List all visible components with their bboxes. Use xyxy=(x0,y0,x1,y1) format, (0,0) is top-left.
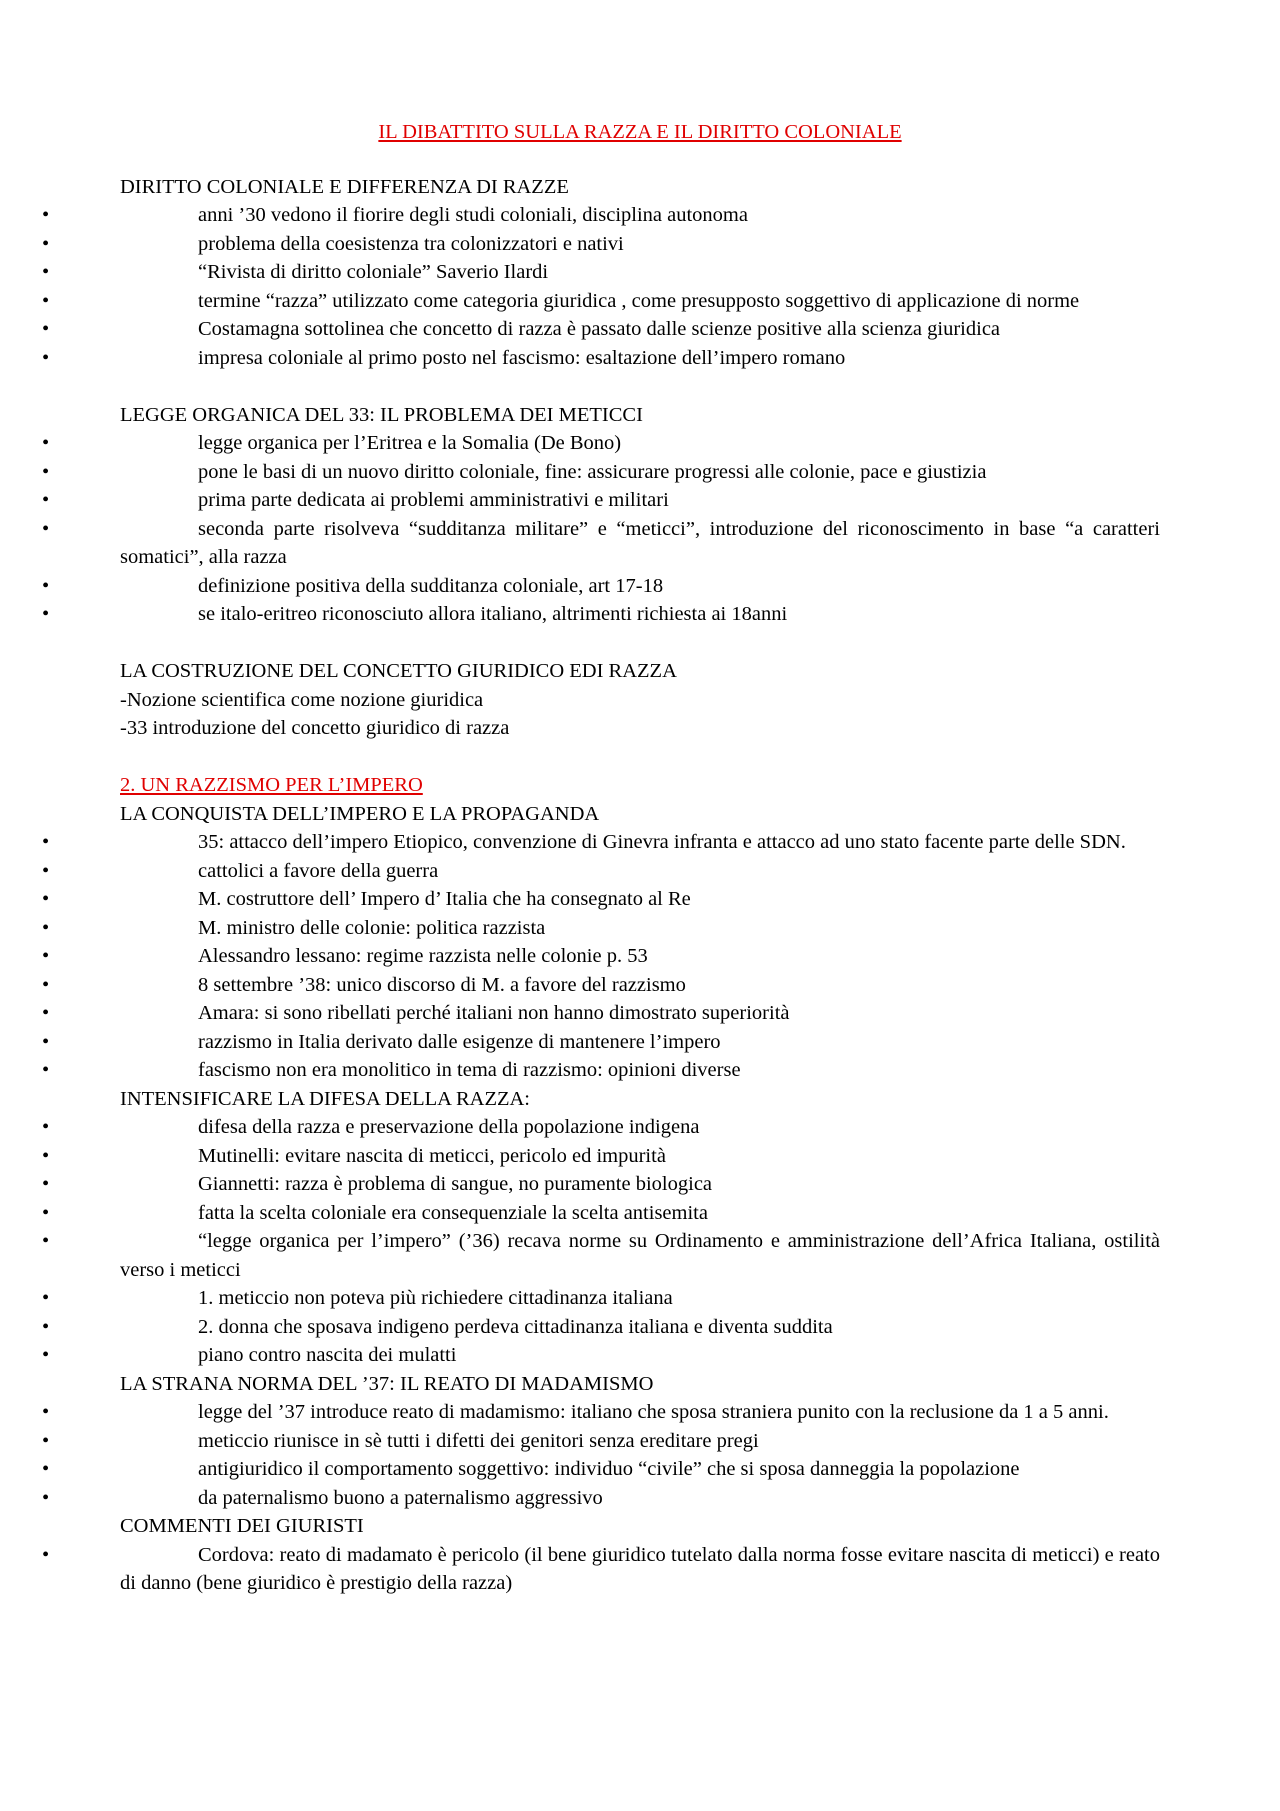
list-item: • problema della coesistenza tra colonizzatori e nativi xyxy=(120,230,1160,259)
list-item: • Alessandro lessano: regime razzista nelle colonie p. 53 xyxy=(120,942,1160,971)
list-item: • 1. meticcio non poteva più richiedere cittadinanza italiana xyxy=(120,1284,1160,1313)
section-heading-commenti-giuristi: COMMENTI DEI GIURISTI xyxy=(120,1515,364,1537)
list-item: • Mutinelli: evitare nascita di meticci, pericolo ed impurità xyxy=(120,1142,1160,1171)
list-item: • prima parte dedicata ai problemi amministrativi e militari xyxy=(120,486,1160,515)
list-item: • fascismo non era monolitico in tema di razzismo: opinioni diverse xyxy=(120,1056,1160,1085)
document-page xyxy=(120,118,1160,1598)
list-item: • 35: attacco dell’impero Etiopico, convenzione di Ginevra infranta e attacco ad uno stato facente parte delle SDN. xyxy=(120,828,1160,857)
section-heading-costruzione-concetto: LA COSTRUZIONE DEL CONCETTO GIURIDICO EDI RAZZA xyxy=(120,660,677,682)
list-item: • Amara: si sono ribellati perché italiani non hanno dimostrato superiorità xyxy=(120,999,1160,1028)
text-line: -33 introduzione del concetto giuridico di razza xyxy=(120,717,510,739)
part-heading-razzismo-impero: 2. UN RAZZISMO PER L’IMPERO xyxy=(120,774,423,796)
list-item: • difesa della razza e preservazione della popolazione indigena xyxy=(120,1113,1160,1142)
list-item: • pone le basi di un nuovo diritto coloniale, fine: assicurare progressi alle colonie, pace e giustizia xyxy=(120,458,1160,487)
section-heading-diritto-coloniale: DIRITTO COLONIALE E DIFFERENZA DI RAZZE xyxy=(120,175,569,198)
list-item: • definizione positiva della sudditanza coloniale, art 17-18 xyxy=(120,572,1160,601)
text-line: -Nozione scientifica come nozione giuridica xyxy=(120,688,484,711)
list-item: • Giannetti: razza è problema di sangue, no puramente biologica xyxy=(120,1170,1160,1199)
list-item: • cattolici a favore della guerra xyxy=(120,857,1160,886)
list-item: • razzismo in Italia derivato dalle esigenze di mantenere l’impero xyxy=(120,1028,1160,1057)
list-item: • 2. donna che sposava indigeno perdeva cittadinanza italiana e diventa suddita xyxy=(120,1313,1160,1342)
spacer xyxy=(120,743,1160,772)
list-item: • fatta la scelta coloniale era consequenziale la scelta antisemita xyxy=(120,1199,1160,1228)
spacer xyxy=(120,629,1160,658)
list-item: • seconda parte risolveva “sudditanza militare” e “meticci”, introduzione del riconoscimento in base “a caratteri somatici”, alla razza xyxy=(120,515,1160,572)
list-item: • M. costruttore dell’ Impero d’ Italia che ha consegnato al Re xyxy=(120,885,1160,914)
list-item: • termine “razza” utilizzato come categoria giuridica , come presupposto soggettivo di applicazione di norme xyxy=(120,287,1160,316)
list-item: • impresa coloniale al primo posto nel fascismo: esaltazione dell’impero romano xyxy=(120,344,1160,373)
list-item: • da paternalismo buono a paternalismo aggressivo xyxy=(120,1484,1160,1513)
spacer xyxy=(120,372,1160,401)
list-item: • Costamagna sottolinea che concetto di razza è passato dalle scienze positive alla scienza giuridica xyxy=(120,315,1160,344)
list-item: • meticcio riunisce in sè tutti i difetti dei genitori senza ereditare pregi xyxy=(120,1427,1160,1456)
list-item: • M. ministro delle colonie: politica razzista xyxy=(120,914,1160,943)
list-item: • “Rivista di diritto coloniale” Saverio Ilardi xyxy=(120,258,1160,287)
list-item: • legge del ’37 introduce reato di madamismo: italiano che sposa straniera punito con la reclusione da 1 a 5 anni. xyxy=(120,1398,1160,1427)
list-item: • 8 settembre ’38: unico discorso di M. a favore del razzismo xyxy=(120,971,1160,1000)
list-item: • antigiuridico il comportamento soggettivo: individuo “civile” che si sposa danneggia la popolazione xyxy=(120,1455,1160,1484)
list-item: • “legge organica per l’impero” (’36) recava norme su Ordinamento e amministrazione dell’Africa Italiana, ostilità verso i meticci xyxy=(120,1227,1160,1284)
section-heading-conquista-impero: LA CONQUISTA DELL’IMPERO E LA PROPAGANDA xyxy=(120,802,600,825)
section-heading-difesa-razza: INTENSIFICARE LA DIFESA DELLA RAZZA: xyxy=(120,1087,530,1110)
document-title: IL DIBATTITO SULLA RAZZA E IL DIRITTO COLONIALE xyxy=(378,121,902,143)
list-item: • se italo-eritreo riconosciuto allora italiano, altrimenti richiesta ai 18anni xyxy=(120,600,1160,629)
section-heading-madamismo: LA STRANA NORMA DEL ’37: IL REATO DI MADAMISMO xyxy=(120,1372,654,1395)
list-item: • legge organica per l’Eritrea e la Somalia (De Bono) xyxy=(120,429,1160,458)
list-item: • Cordova: reato di madamato è pericolo (il bene giuridico tutelato dalla norma fosse evitare nascita di meticci) e reato di danno (bene giuridico è prestigio della razza) xyxy=(120,1541,1160,1598)
list-item: • piano contro nascita dei mulatti xyxy=(120,1341,1160,1370)
section-heading-legge-organica: LEGGE ORGANICA DEL 33: IL PROBLEMA DEI METICCI xyxy=(120,403,643,426)
list-item: • anni ’30 vedono il fiorire degli studi coloniali, disciplina autonoma xyxy=(120,201,1160,230)
